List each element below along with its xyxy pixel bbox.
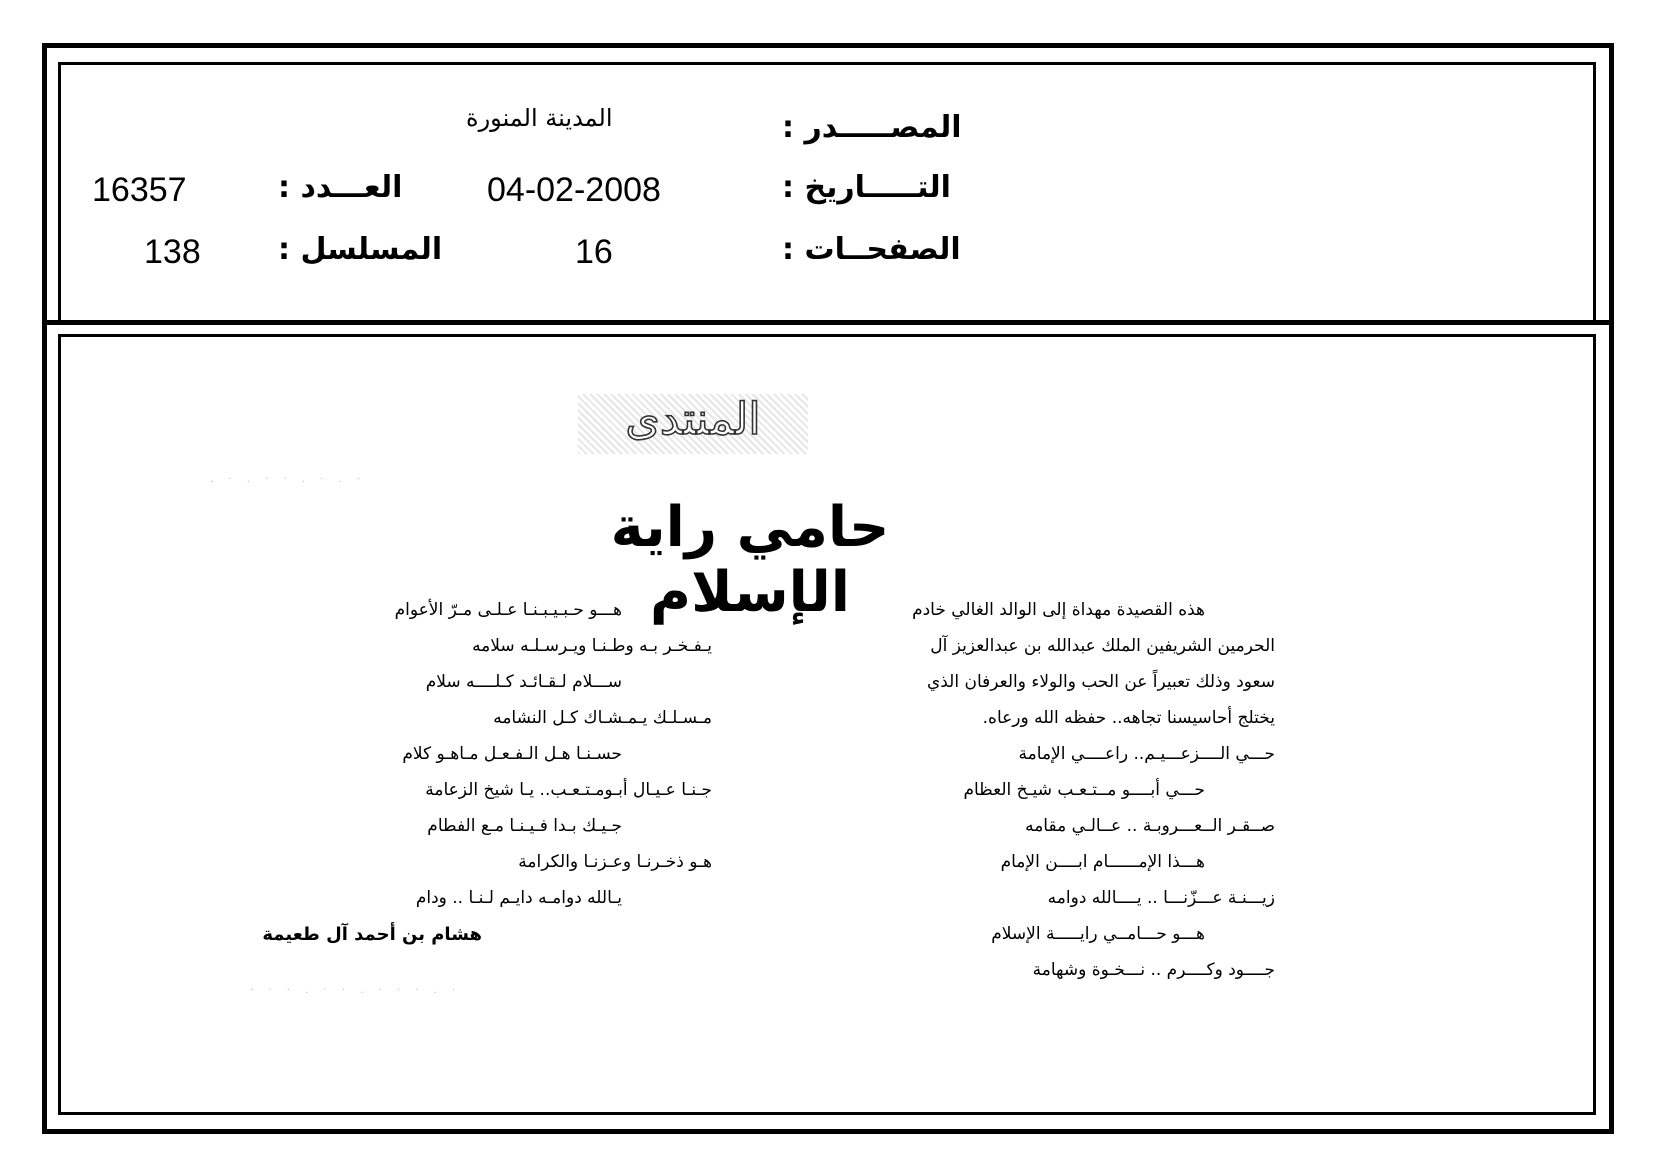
- verse-line: هـــو حـــامــي رايـــــة الإسلام: [991, 924, 1205, 944]
- left-column: [222, 592, 712, 916]
- intro-line: الحرمين الشريفين الملك عبدالله بن عبدالعزيز آل: [930, 636, 1275, 656]
- right-column: [760, 592, 1275, 988]
- serial-value: 138: [144, 233, 201, 271]
- intro-line: سعود وذلك تعبيراً عن الحب والولاء والعرفان الذي: [926, 672, 1275, 692]
- verse-line: جـنـا عـيـال أبـومـتـعـب.. يـا شيخ الزعامة: [425, 780, 712, 800]
- verse-line: جــــود وكــــرم .. نـــخـوة وشهامة: [1032, 960, 1275, 980]
- verse-line: هـو ذخـرنـا وعـزنـا والكرامة: [518, 852, 712, 872]
- verse-line: يـالله دوامـه دايـم لـنـا .. ودام: [415, 888, 622, 908]
- author-name: هشام بن أحمد آل طعيمة: [262, 924, 482, 945]
- intro-line: يختلج أحاسيسنا تجاهه.. حفظه الله ورعاه.: [982, 708, 1275, 728]
- pages-label: الصفحــات :: [782, 232, 961, 267]
- verse-line: حـــي الــــزعـــيـم.. راعــــي الإمامة: [1018, 744, 1275, 764]
- source-value: المدينة المنورة: [466, 104, 613, 132]
- scan-noise: . · . · · . · . ·: [210, 474, 367, 485]
- article-headline: حامي راية الإسلام: [610, 495, 890, 625]
- verse-line: صــقـر الــعـــروبـة .. عــالـي مقامه: [1025, 816, 1275, 836]
- verse-line: مـسـلـك يـمـشـاك كـل النشامه: [493, 708, 712, 728]
- verse-line: زيـــنـة عـــزّنـــا .. يــــالله دوامه: [1047, 888, 1275, 908]
- pages-value: 16: [575, 233, 613, 271]
- issue-value: 16357: [92, 171, 187, 209]
- verse-line: هـــذا الإمــــــام ابــــن الإمام: [1000, 852, 1205, 872]
- date-value: 04-02-2008: [487, 171, 661, 209]
- verse-line: حسـنـا هـل الـفـعـل مـاهـو كلام: [402, 744, 622, 764]
- intro-line: هذه القصيدة مهداة إلى الوالد الغالي خادم: [912, 600, 1205, 620]
- source-label: المصـــــدر :: [782, 110, 962, 145]
- verse-line: ســـلام لـقـائـد كـلــــه سلام: [425, 672, 622, 692]
- date-label: التـــــاريخ :: [782, 170, 951, 205]
- section-title: المنتدى: [578, 394, 808, 454]
- scan-noise: · · · . · · . · · · . ·: [250, 985, 462, 996]
- divider-thick: [45, 320, 1611, 325]
- verse-line: هـــو حـبـيـبـنـا عـلـى مـرّ الأعوام: [394, 600, 622, 620]
- serial-label: المسلسل :: [278, 232, 443, 267]
- verse-line: حـــي أبــــو مــتـعـب شيـخ العظام: [963, 780, 1205, 800]
- issue-label: العـــدد :: [278, 170, 403, 205]
- verse-line: جـيـك بـدا فـيـنـا مـع الفطام: [427, 816, 622, 836]
- verse-line: يـفـخـر بـه وطـنـا ويـرسـلـه سلامه: [472, 636, 712, 656]
